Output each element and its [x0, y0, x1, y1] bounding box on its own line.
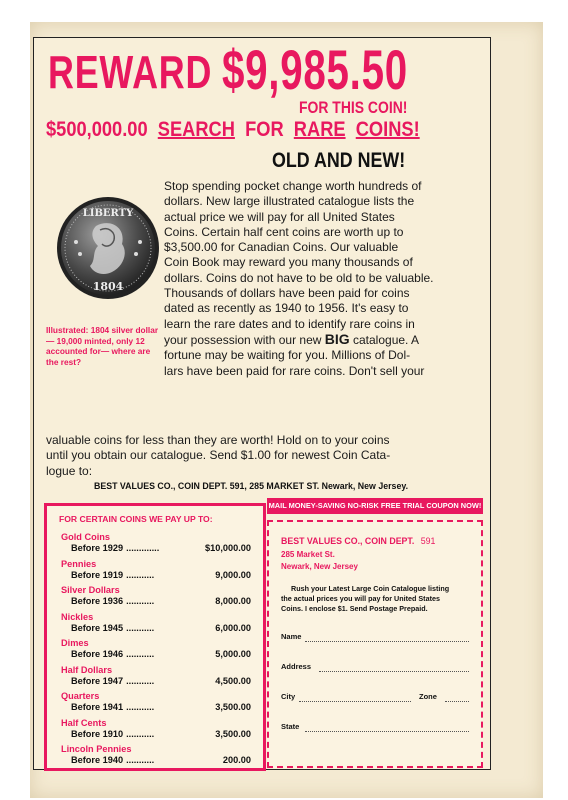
- price-value: 8,000.00: [215, 596, 251, 606]
- price-list-title: FOR CERTAIN COINS WE PAY UP TO:: [59, 514, 213, 524]
- coupon-company-name: BEST VALUES CO., COIN DEPT.: [281, 536, 415, 546]
- body-line: $3,500.00 for Canadian Coins. Our valuable: [164, 240, 399, 255]
- price-row: [71, 623, 154, 633]
- price-leader-dots: ...........: [126, 728, 155, 739]
- price-value: 5,000.00: [215, 649, 251, 659]
- price-before-date: Before 1945: [71, 622, 124, 633]
- price-leader-dots: .............: [126, 543, 160, 553]
- body-line: actual price we will pay for all United States: [164, 209, 395, 224]
- price-row: [71, 543, 159, 553]
- price-category: Half Cents: [61, 717, 107, 728]
- price-before-date: Before 1941: [71, 702, 124, 712]
- price-leader-dots: ...........: [126, 649, 155, 659]
- coupon-instructions: Coins. I enclose $1. Send Postage Prepaid.: [281, 604, 428, 613]
- name-field[interactable]: [281, 632, 469, 641]
- search-word: SEARCH: [157, 118, 235, 141]
- price-leader-dots: ...........: [126, 675, 155, 686]
- body-line: Coin Book may reward you many thousands of: [164, 255, 413, 270]
- price-before-date: Before 1947: [71, 675, 124, 686]
- order-coupon[interactable]: [267, 520, 483, 768]
- state-line: [305, 731, 469, 732]
- price-row: [71, 729, 154, 739]
- mailing-address: BEST VALUES CO., COIN DEPT. 591, 285 MARKET ST. Newark, New Jersey.: [94, 481, 409, 491]
- old-and-new-heading: OLD AND NEW!: [272, 149, 406, 172]
- name-label: Name: [281, 632, 302, 641]
- body-line: valuable coins for less than they are worth! Hold on to your coins: [46, 433, 390, 447]
- price-value: 4,500.00: [215, 675, 251, 686]
- city-line: [299, 701, 411, 702]
- body-line: dated as recently as 1940 to 1956. It's easy to: [164, 301, 409, 316]
- body-line: Coins. Certain half cent coins are worth up to: [164, 224, 404, 239]
- reward-heading: REWARD: [48, 46, 213, 98]
- price-category: Lincoln Pennies: [61, 744, 132, 754]
- state-field[interactable]: [281, 722, 469, 731]
- coupon-instructions: Rush your Latest Large Coin Catalogue listing: [291, 584, 450, 593]
- name-line: [305, 641, 469, 642]
- price-value: 3,500.00: [215, 702, 251, 712]
- body-line: logue to:: [46, 463, 93, 478]
- price-before-date: Before 1929: [71, 543, 124, 553]
- body-line: until you obtain our catalogue. Send $1.00 for newest Coin Cata-: [46, 448, 391, 463]
- price-value: 3,500.00: [215, 728, 251, 739]
- zone-field[interactable]: [419, 692, 459, 701]
- price-row: [71, 570, 154, 580]
- coupon-company: [281, 536, 435, 546]
- search-amount: $500,000.00: [46, 118, 148, 141]
- state-label: State: [281, 722, 300, 731]
- body-line: fortune may be waiting for you. Millions of Dol-: [164, 348, 411, 363]
- for-this-coin: FOR THIS COIN!: [299, 98, 408, 117]
- ad-body-text-full: [46, 433, 486, 479]
- search-headline: [46, 118, 455, 142]
- price-value: $10,000.00: [205, 543, 251, 553]
- price-category: Quarters: [61, 691, 100, 701]
- coupon-instructions: the actual prices you will pay for United States: [281, 594, 440, 603]
- price-row: [71, 755, 154, 765]
- price-category: Gold Coins: [61, 532, 110, 542]
- address-label: Address: [281, 662, 312, 671]
- city-label: City: [281, 692, 296, 701]
- price-before-date: Before 1910: [71, 728, 124, 739]
- address-field[interactable]: [281, 662, 469, 671]
- body-line: dollars. New large illustrated catalogue lists the: [164, 194, 415, 209]
- price-leader-dots: ...........: [126, 569, 155, 580]
- price-category: Silver Dollars: [61, 585, 120, 595]
- body-line: lars have been paid for rare coins. Don't sell your: [164, 363, 425, 378]
- coupon-dept: 591: [420, 536, 436, 546]
- price-before-date: Before 1919: [71, 569, 124, 580]
- address-line: [319, 671, 469, 672]
- body-line: dollars. Coins do not have to be old to be valuable.: [164, 270, 434, 285]
- price-category: Dimes: [61, 638, 89, 648]
- price-leader-dots: ...........: [126, 622, 155, 633]
- price-category: Nickles: [61, 611, 94, 622]
- coupon-banner: MAIL MONEY-SAVING NO-RISK FREE TRIAL COUPON NOW!: [267, 498, 483, 514]
- price-row: [71, 676, 154, 686]
- price-value: 9,000.00: [215, 569, 251, 580]
- price-list-box: [44, 503, 266, 771]
- big-emphasis: BIG: [324, 330, 350, 347]
- price-leader-dots: ...........: [126, 596, 155, 606]
- silver-dollar-coin-icon: [56, 196, 160, 300]
- price-category: Half Dollars: [61, 664, 113, 675]
- price-before-date: Before 1936: [71, 596, 124, 606]
- price-leader-dots: ...........: [126, 755, 155, 765]
- zone-label: Zone: [419, 692, 437, 701]
- coin-caption: Illustrated: 1804 silver dollar — 19,000 minted, only 12 accounted for— where are the rest?: [46, 325, 159, 367]
- ad-frame: [33, 37, 491, 770]
- body-line: learn the rare dates and to identify rare coins in: [164, 316, 415, 331]
- price-value: 6,000.00: [215, 622, 251, 633]
- price-value: 200.00: [222, 755, 251, 765]
- coin-legend: LIBERTY: [82, 208, 134, 219]
- body-line: [164, 332, 484, 348]
- body-line-text: catalogue. A: [353, 332, 420, 347]
- price-category: Pennies: [61, 558, 97, 569]
- price-row: [71, 702, 154, 712]
- search-rare: RARE: [293, 118, 346, 141]
- body-line: Stop spending pocket change worth hundreds of: [164, 179, 422, 193]
- body-line-text: your possession with our new: [164, 332, 322, 347]
- coupon-street: 285 Market St.: [281, 550, 335, 559]
- coupon-city-state: Newark, New Jersey: [281, 562, 358, 571]
- zone-line: [445, 701, 469, 702]
- coin-year: 1804: [92, 280, 124, 293]
- search-for: FOR: [245, 118, 284, 141]
- body-line: Thousands of dollars have been paid for coins: [164, 286, 410, 301]
- price-leader-dots: ...........: [126, 702, 155, 712]
- ad-body-text: [164, 179, 484, 379]
- reward-amount: $9,985.50: [222, 38, 408, 101]
- price-before-date: Before 1940: [71, 755, 124, 765]
- price-before-date: Before 1946: [71, 649, 124, 659]
- search-coins: COINS!: [355, 118, 420, 141]
- price-row: [71, 649, 154, 659]
- price-row: [71, 596, 154, 606]
